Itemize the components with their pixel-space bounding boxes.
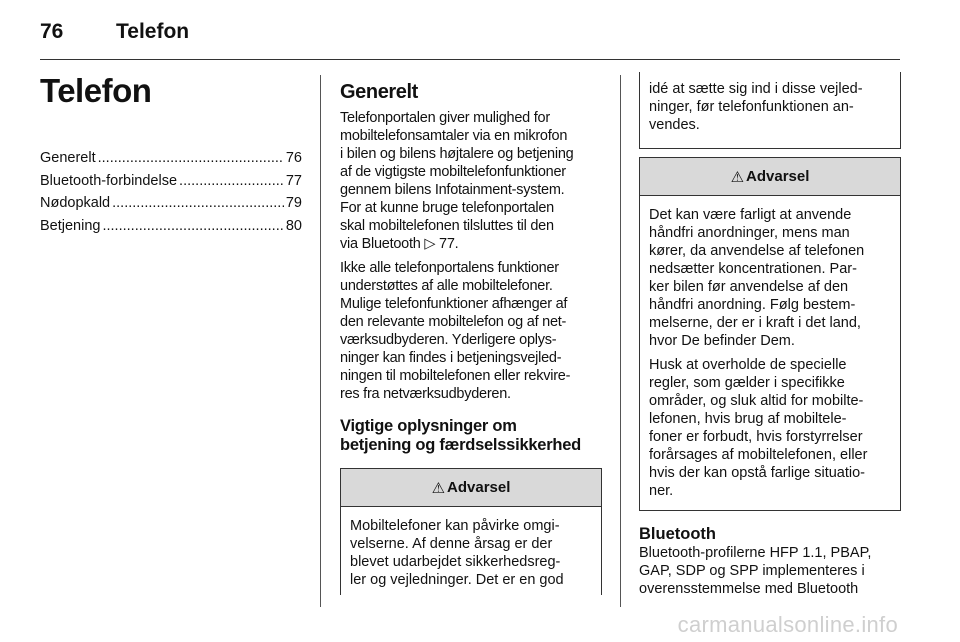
text-line: håndfri anordninger, mens man [649, 225, 850, 241]
subheading-line: Vigtige oplysninger om [340, 417, 517, 435]
text-line: Mobiltelefoner kan påvirke omgi- [350, 518, 560, 534]
column-right [639, 72, 901, 598]
subheading-safety [340, 417, 602, 455]
column-divider-left [320, 75, 321, 607]
page-number: 76 [40, 20, 64, 43]
text-line: håndfri anordning. Følg bestem- [649, 297, 856, 313]
warning-header [640, 158, 900, 196]
text-line: melserne, der er i kraft i det land, [649, 315, 861, 331]
toc-leader-dots [98, 150, 284, 166]
text-line: nedsætter koncentrationen. Par- [649, 261, 857, 277]
text-line: værksudbyderen. Yderligere oplys- [340, 332, 557, 348]
text-line: Bluetooth-profilerne HFP 1.1, PBAP, [639, 545, 872, 561]
toc-page: 79 [285, 195, 302, 211]
warning-box-continued [639, 72, 901, 149]
warning-paragraph-handsfree [649, 206, 892, 350]
text-line: GAP, SDP og SPP implementeres i [639, 563, 865, 579]
text-line: af de vigtigste mobiltelefonfunktioner [340, 164, 566, 180]
toc-leader-dots [179, 173, 284, 189]
section-heading-generelt: Generelt [340, 81, 418, 103]
text-line: Ikke alle telefonportalens funktioner [340, 260, 559, 276]
text-line: kører, da anvendelse af telefonen [649, 243, 865, 259]
text-line: blevet udarbejdet sikkerhedsreg- [350, 554, 561, 570]
text-line: skal mobiltelefonen tilsluttes til den [340, 218, 554, 234]
text-line: Det kan være farligt at anvende [649, 207, 852, 223]
paragraph-compatibility [340, 259, 602, 403]
page-header [40, 20, 900, 60]
text-line: vendes. [649, 117, 700, 133]
text-line: ninger, før telefonfunktionen an- [649, 99, 854, 115]
column-general [340, 80, 602, 595]
text-line: via Bluetooth ▷ 77. [340, 236, 459, 252]
text-line: understøttes af alle mobiltelefoner. [340, 278, 553, 294]
toc-page: 77 [285, 172, 302, 189]
text-line: Mulige telefonfunktioner afhænger af [340, 296, 568, 312]
toc-label: Nødopkald [40, 195, 111, 211]
text-line: Husk at overholde de specielle [649, 357, 847, 373]
toc-label: Generelt [40, 150, 96, 166]
text-line: ker bilen før anvendelse af den [649, 279, 849, 295]
text-line: forårsages af mobiltelefonen, eller [649, 447, 868, 463]
text-line: ler og vejledninger. Det er en god [350, 572, 564, 588]
text-line: For at kunne bruge telefonportalen [340, 200, 554, 216]
text-line: hvor De befinder Dem. [649, 333, 795, 349]
toc-label: Betjening [40, 217, 101, 234]
toc-page: 76 [285, 150, 302, 166]
warning-body [341, 507, 601, 599]
text-line: i bilen og bilens højtalere og betjening [340, 146, 574, 162]
text-line: res fra netværksudbyderen. [340, 386, 511, 402]
toc-entry-betjening[interactable] [40, 218, 302, 241]
section-heading-bluetooth: Bluetooth [639, 525, 716, 543]
warning-body [640, 196, 900, 510]
text-line: idé at sætte sig ind i disse vejled- [649, 81, 863, 97]
toc-label: Bluetooth-forbindelse [40, 172, 178, 189]
text-line: områder, og sluk altid for mobilte- [649, 393, 864, 409]
watermark: carmanualsonline.info [677, 612, 898, 637]
warning-paragraph-rules [649, 356, 892, 500]
text-line: den relevante mobiltelefon og af net- [340, 314, 567, 330]
text-line: overensstemmelse med Bluetooth [639, 581, 859, 597]
toc-entry-nodopkald[interactable] [40, 195, 302, 218]
text-line: velserne. Af denne årsag er der [350, 536, 553, 552]
header-divider [40, 59, 900, 60]
warning-box-phones [340, 468, 602, 595]
text-line: Telefonportalen giver mulighed for [340, 110, 550, 126]
warning-triangle-icon: ⚠ [431, 479, 446, 497]
warning-header [341, 469, 601, 507]
toc-page: 80 [285, 217, 302, 234]
text-line: mobiltelefonsamtaler via en mikrofon [340, 128, 568, 144]
warning-title: Advarsel [746, 168, 810, 185]
toc-leader-dots [112, 195, 284, 211]
text-line: gennem bilens Infotainment-system. [340, 182, 565, 198]
warning-triangle-icon: ⚠ [730, 168, 745, 186]
warning-box-driving [639, 157, 901, 511]
chapter-title: Telefon [40, 72, 152, 109]
toc-entry-bluetooth-forbindelse[interactable] [40, 173, 302, 196]
table-of-contents [40, 150, 302, 240]
text-line: foner er forbudt, hvis forstyrrelser [649, 429, 863, 445]
toc-leader-dots [102, 218, 283, 234]
paragraph-intro [340, 109, 602, 253]
column-divider-right [620, 75, 621, 607]
warning-title: Advarsel [447, 479, 511, 496]
text-line: ner. [649, 483, 674, 499]
paragraph-bluetooth [639, 544, 901, 598]
subheading-line: betjening og færdselssikkerhed [340, 436, 581, 454]
text-line: regler, som gælder i specifikke [649, 375, 845, 391]
text-line: ningen til mobiltelefonen eller rekvire- [340, 368, 571, 384]
text-line: ninger kan findes i betjeningsvejled- [340, 350, 562, 366]
text-line: lefonen, hvis brug af mobiltele- [649, 411, 847, 427]
running-title: Telefon [116, 20, 190, 43]
toc-entry-generelt[interactable] [40, 150, 302, 173]
text-line: hvis der kan opstå farlige situatio- [649, 465, 865, 481]
